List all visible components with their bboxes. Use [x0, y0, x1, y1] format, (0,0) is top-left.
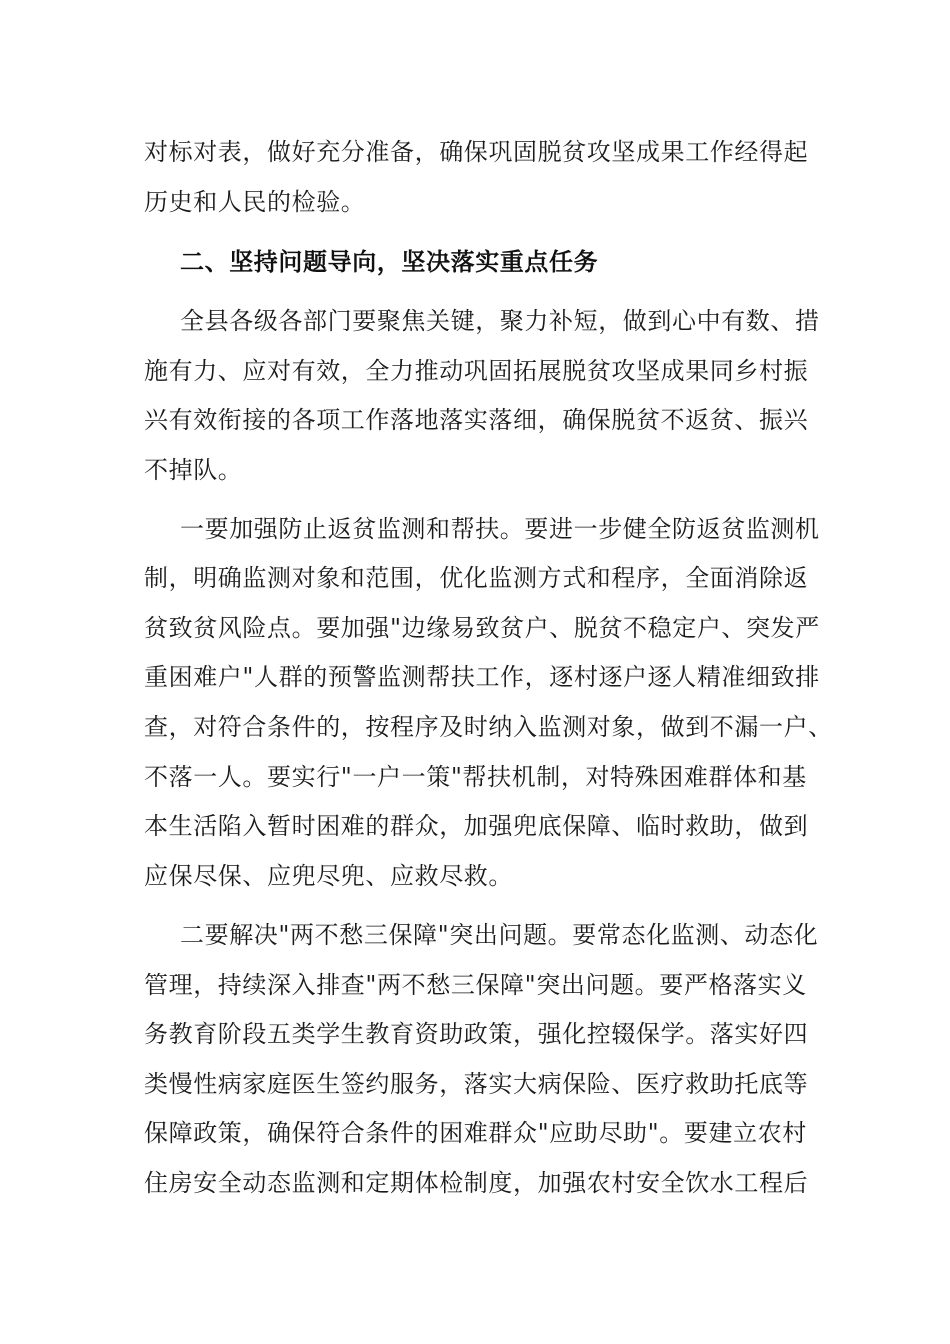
body-text-line: 一要加强防止返贫监测和帮扶。要进一步健全防返贫监测机 [180, 515, 820, 543]
body-text-line: 历史和人民的检验。 [144, 188, 366, 216]
body-text-line: 保障政策，确保符合条件的困难群众"应助尽助"。要建立农村 [144, 1119, 807, 1147]
body-text-line: 二要解决"两不愁三保障"突出问题。要常态化监测、动态化 [180, 921, 819, 949]
body-text-line: 类慢性病家庭医生签约服务，落实大病保险、医疗救助托底等 [144, 1070, 809, 1098]
body-text-line: 不落一人。要实行"一户一策"帮扶机制，对特殊困难群体和基 [144, 763, 807, 791]
body-text-line: 施有力、应对有效，全力推动巩固拓展脱贫攻坚成果同乡村振 [144, 357, 809, 385]
body-text-line: 管理，持续深入排查"两不愁三保障"突出问题。要严格落实义 [144, 971, 807, 999]
body-text-line: 全县各级各部门要聚焦关键，聚力补短，做到心中有数、措 [180, 307, 820, 335]
body-text-line: 查，对符合条件的，按程序及时纳入监测对象，做到不漏一户、 [144, 713, 833, 741]
body-text-line: 务教育阶段五类学生教育资助政策，强化控辍保学。落实好四 [144, 1020, 809, 1048]
body-text-line: 住房安全动态监测和定期体检制度，加强农村安全饮水工程后 [144, 1169, 809, 1197]
body-text-line: 贫致贫风险点。要加强"边缘易致贫户、脱贫不稳定户、突发严 [144, 614, 820, 642]
body-text-line: 兴有效衔接的各项工作落地落实落细，确保脱贫不返贫、振兴 [144, 406, 809, 434]
section-heading: 二、坚持问题导向，坚决落实重点任务 [180, 248, 599, 276]
body-text-line: 应保尽保、应兜尽兜、应救尽救。 [144, 862, 513, 890]
body-text-line: 制，明确监测对象和范围，优化监测方式和程序，全面消除返 [144, 564, 809, 592]
body-text-line: 本生活陷入暂时困难的群众，加强兜底保障、临时救助，做到 [144, 812, 809, 840]
body-text-line: 不掉队。 [144, 456, 243, 484]
body-text-line: 对标对表，做好充分准备，确保巩固脱贫攻坚成果工作经得起 [144, 138, 809, 166]
body-text-line: 重困难户"人群的预警监测帮扶工作，逐村逐户逐人精准细致排 [144, 663, 820, 691]
